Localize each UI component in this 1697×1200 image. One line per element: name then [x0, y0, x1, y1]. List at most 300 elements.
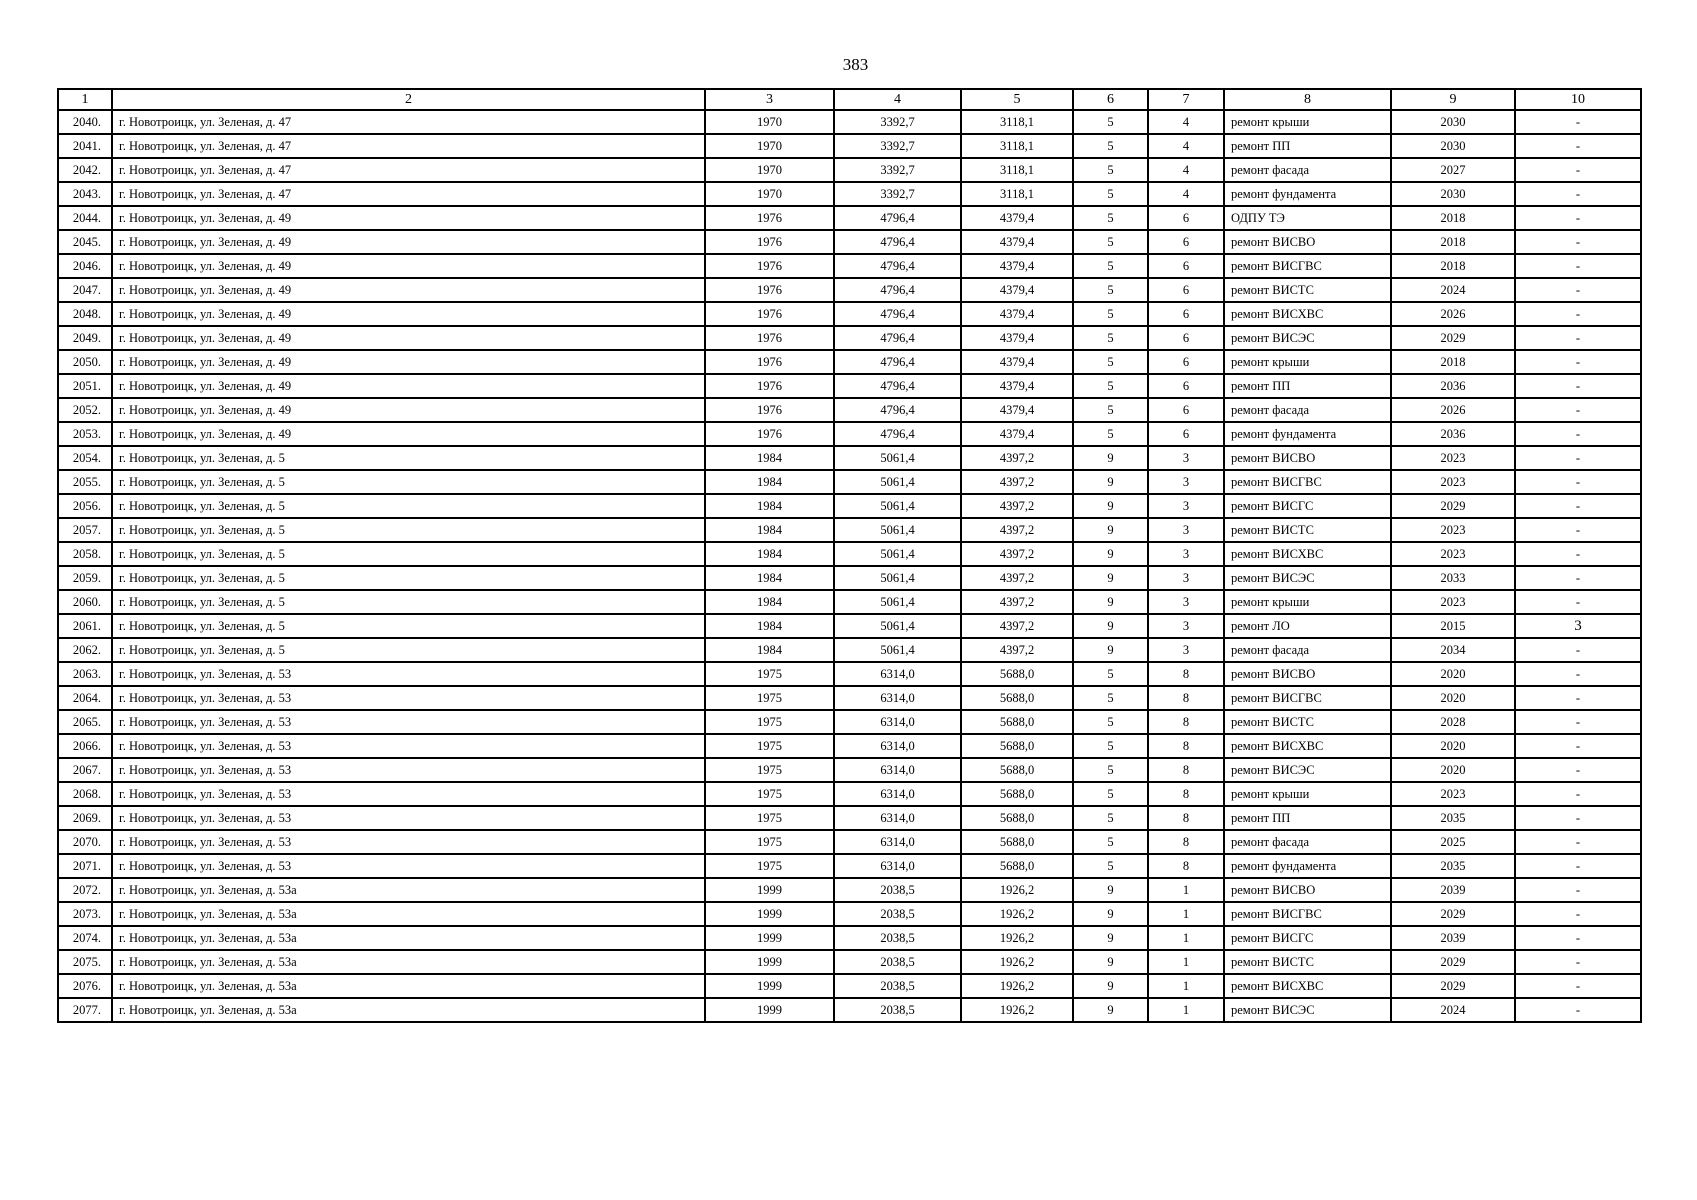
build-year-cell: 1984 [705, 494, 834, 518]
work-type-cell: ремонт ВИСХВС [1224, 302, 1391, 326]
row-number-cell: 2063. [58, 662, 112, 686]
entrances-cell: 6 [1148, 230, 1224, 254]
entrances-cell: 6 [1148, 206, 1224, 230]
living-area-cell: 5688,0 [961, 782, 1073, 806]
living-area-cell: 1926,2 [961, 950, 1073, 974]
row-number-cell: 2059. [58, 566, 112, 590]
planned-year-cell: 2020 [1391, 662, 1515, 686]
living-area-cell: 4397,2 [961, 518, 1073, 542]
column-header: 7 [1148, 89, 1224, 110]
entrances-cell: 8 [1148, 806, 1224, 830]
row-number-cell: 2074. [58, 926, 112, 950]
living-area-cell: 4379,4 [961, 254, 1073, 278]
table-row [58, 374, 1641, 398]
note-cell: - [1515, 686, 1641, 710]
living-area-cell: 1926,2 [961, 974, 1073, 998]
living-area-cell: 4397,2 [961, 494, 1073, 518]
table-row [58, 518, 1641, 542]
total-area-cell: 5061,4 [834, 614, 961, 638]
planned-year-cell: 2023 [1391, 590, 1515, 614]
living-area-cell: 5688,0 [961, 662, 1073, 686]
floors-cell: 5 [1073, 254, 1148, 278]
build-year-cell: 1970 [705, 182, 834, 206]
build-year-cell: 1984 [705, 446, 834, 470]
build-year-cell: 1984 [705, 518, 834, 542]
work-type-cell: ремонт ВИСВО [1224, 446, 1391, 470]
build-year-cell: 1976 [705, 206, 834, 230]
row-number-cell: 2061. [58, 614, 112, 638]
floors-cell: 5 [1073, 350, 1148, 374]
table-row [58, 542, 1641, 566]
build-year-cell: 1976 [705, 398, 834, 422]
entrances-cell: 1 [1148, 950, 1224, 974]
row-number-cell: 2068. [58, 782, 112, 806]
living-area-cell: 1926,2 [961, 878, 1073, 902]
work-type-cell: ремонт ВИСВО [1224, 878, 1391, 902]
row-number-cell: 2066. [58, 734, 112, 758]
floors-cell: 9 [1073, 902, 1148, 926]
living-area-cell: 1926,2 [961, 998, 1073, 1022]
table-row [58, 950, 1641, 974]
living-area-cell: 4379,4 [961, 230, 1073, 254]
planned-year-cell: 2034 [1391, 638, 1515, 662]
note-cell: - [1515, 662, 1641, 686]
table-row [58, 854, 1641, 878]
total-area-cell: 3392,7 [834, 134, 961, 158]
planned-year-cell: 2036 [1391, 422, 1515, 446]
work-type-cell: ремонт ВИСВО [1224, 230, 1391, 254]
table-row [58, 446, 1641, 470]
work-type-cell: ремонт фундамента [1224, 422, 1391, 446]
row-number-cell: 2073. [58, 902, 112, 926]
planned-year-cell: 2028 [1391, 710, 1515, 734]
row-number-cell: 2043. [58, 182, 112, 206]
floors-cell: 5 [1073, 398, 1148, 422]
total-area-cell: 6314,0 [834, 710, 961, 734]
address-cell: г. Новотроицк, ул. Зеленая, д. 53а [112, 902, 705, 926]
row-number-cell: 2067. [58, 758, 112, 782]
living-area-cell: 5688,0 [961, 710, 1073, 734]
address-cell: г. Новотроицк, ул. Зеленая, д. 5 [112, 446, 705, 470]
entrances-cell: 1 [1148, 878, 1224, 902]
floors-cell: 5 [1073, 206, 1148, 230]
table-row [58, 182, 1641, 206]
table-row [58, 902, 1641, 926]
planned-year-cell: 2035 [1391, 854, 1515, 878]
table-row [58, 254, 1641, 278]
address-cell: г. Новотроицк, ул. Зеленая, д. 53 [112, 782, 705, 806]
floors-cell: 5 [1073, 830, 1148, 854]
floors-cell: 9 [1073, 614, 1148, 638]
address-cell: г. Новотроицк, ул. Зеленая, д. 5 [112, 566, 705, 590]
living-area-cell: 4379,4 [961, 422, 1073, 446]
row-number-cell: 2053. [58, 422, 112, 446]
entrances-cell: 8 [1148, 830, 1224, 854]
entrances-cell: 8 [1148, 710, 1224, 734]
row-number-cell: 2055. [58, 470, 112, 494]
build-year-cell: 1976 [705, 422, 834, 446]
total-area-cell: 5061,4 [834, 590, 961, 614]
work-type-cell: ремонт ВИСЭС [1224, 758, 1391, 782]
floors-cell: 5 [1073, 686, 1148, 710]
row-number-cell: 2044. [58, 206, 112, 230]
planned-year-cell: 2023 [1391, 518, 1515, 542]
table-row [58, 830, 1641, 854]
address-cell: г. Новотроицк, ул. Зеленая, д. 5 [112, 542, 705, 566]
build-year-cell: 1975 [705, 854, 834, 878]
table-row [58, 134, 1641, 158]
address-cell: г. Новотроицк, ул. Зеленая, д. 49 [112, 230, 705, 254]
table-row [58, 758, 1641, 782]
work-type-cell: ремонт ВИСХВС [1224, 974, 1391, 998]
build-year-cell: 1976 [705, 278, 834, 302]
note-cell: - [1515, 710, 1641, 734]
table-body [58, 110, 1641, 1022]
note-cell: - [1515, 902, 1641, 926]
entrances-cell: 8 [1148, 662, 1224, 686]
total-area-cell: 6314,0 [834, 734, 961, 758]
total-area-cell: 6314,0 [834, 854, 961, 878]
address-cell: г. Новотроицк, ул. Зеленая, д. 5 [112, 518, 705, 542]
total-area-cell: 3392,7 [834, 158, 961, 182]
build-year-cell: 1970 [705, 158, 834, 182]
living-area-cell: 4397,2 [961, 470, 1073, 494]
address-cell: г. Новотроицк, ул. Зеленая, д. 47 [112, 110, 705, 134]
floors-cell: 9 [1073, 590, 1148, 614]
total-area-cell: 5061,4 [834, 566, 961, 590]
build-year-cell: 1976 [705, 326, 834, 350]
note-cell: - [1515, 302, 1641, 326]
row-number-cell: 2065. [58, 710, 112, 734]
build-year-cell: 1975 [705, 830, 834, 854]
work-type-cell: ремонт фундамента [1224, 182, 1391, 206]
note-cell: - [1515, 110, 1641, 134]
entrances-cell: 1 [1148, 902, 1224, 926]
table-row [58, 614, 1641, 638]
row-number-cell: 2049. [58, 326, 112, 350]
note-cell: - [1515, 542, 1641, 566]
row-number-cell: 2054. [58, 446, 112, 470]
build-year-cell: 1999 [705, 902, 834, 926]
work-type-cell: ремонт ВИСТС [1224, 518, 1391, 542]
note-cell: - [1515, 134, 1641, 158]
entrances-cell: 6 [1148, 374, 1224, 398]
note-cell: - [1515, 254, 1641, 278]
total-area-cell: 6314,0 [834, 686, 961, 710]
address-cell: г. Новотроицк, ул. Зеленая, д. 5 [112, 638, 705, 662]
planned-year-cell: 2026 [1391, 302, 1515, 326]
note-cell: - [1515, 590, 1641, 614]
entrances-cell: 6 [1148, 398, 1224, 422]
row-number-cell: 2071. [58, 854, 112, 878]
note-cell: - [1515, 158, 1641, 182]
note-cell: - [1515, 446, 1641, 470]
address-cell: г. Новотроицк, ул. Зеленая, д. 53а [112, 926, 705, 950]
entrances-cell: 4 [1148, 158, 1224, 182]
entrances-cell: 3 [1148, 494, 1224, 518]
column-header: 4 [834, 89, 961, 110]
build-year-cell: 1976 [705, 302, 834, 326]
floors-cell: 5 [1073, 230, 1148, 254]
row-number-cell: 2060. [58, 590, 112, 614]
row-number-cell: 2052. [58, 398, 112, 422]
planned-year-cell: 2023 [1391, 542, 1515, 566]
work-type-cell: ремонт крыши [1224, 782, 1391, 806]
planned-year-cell: 2025 [1391, 830, 1515, 854]
note-cell: - [1515, 398, 1641, 422]
floors-cell: 9 [1073, 878, 1148, 902]
table-row [58, 710, 1641, 734]
entrances-cell: 4 [1148, 182, 1224, 206]
work-type-cell: ремонт ВИСТС [1224, 950, 1391, 974]
planned-year-cell: 2023 [1391, 782, 1515, 806]
floors-cell: 9 [1073, 974, 1148, 998]
total-area-cell: 5061,4 [834, 638, 961, 662]
build-year-cell: 1975 [705, 758, 834, 782]
work-type-cell: ремонт ВИСГС [1224, 926, 1391, 950]
row-number-cell: 2057. [58, 518, 112, 542]
build-year-cell: 1999 [705, 974, 834, 998]
floors-cell: 5 [1073, 326, 1148, 350]
build-year-cell: 1984 [705, 614, 834, 638]
address-cell: г. Новотроицк, ул. Зеленая, д. 53а [112, 974, 705, 998]
address-cell: г. Новотроицк, ул. Зеленая, д. 53 [112, 710, 705, 734]
note-cell: - [1515, 638, 1641, 662]
total-area-cell: 4796,4 [834, 374, 961, 398]
address-cell: г. Новотроицк, ул. Зеленая, д. 5 [112, 494, 705, 518]
row-number-cell: 2041. [58, 134, 112, 158]
address-cell: г. Новотроицк, ул. Зеленая, д. 5 [112, 614, 705, 638]
total-area-cell: 6314,0 [834, 830, 961, 854]
work-type-cell: ремонт фасада [1224, 398, 1391, 422]
planned-year-cell: 2018 [1391, 350, 1515, 374]
address-cell: г. Новотроицк, ул. Зеленая, д. 53 [112, 662, 705, 686]
column-header: 9 [1391, 89, 1515, 110]
work-type-cell: ремонт ВИСГВС [1224, 470, 1391, 494]
total-area-cell: 6314,0 [834, 758, 961, 782]
row-number-cell: 2046. [58, 254, 112, 278]
table-row [58, 734, 1641, 758]
work-type-cell: ремонт крыши [1224, 350, 1391, 374]
build-year-cell: 1975 [705, 806, 834, 830]
entrances-cell: 3 [1148, 542, 1224, 566]
table-row [58, 878, 1641, 902]
entrances-cell: 1 [1148, 974, 1224, 998]
note-cell: - [1515, 758, 1641, 782]
address-cell: г. Новотроицк, ул. Зеленая, д. 53 [112, 734, 705, 758]
living-area-cell: 4379,4 [961, 302, 1073, 326]
table-row [58, 206, 1641, 230]
planned-year-cell: 2029 [1391, 494, 1515, 518]
total-area-cell: 5061,4 [834, 494, 961, 518]
build-year-cell: 1976 [705, 254, 834, 278]
planned-year-cell: 2020 [1391, 734, 1515, 758]
address-cell: г. Новотроицк, ул. Зеленая, д. 53 [112, 806, 705, 830]
total-area-cell: 4796,4 [834, 206, 961, 230]
row-number-cell: 2070. [58, 830, 112, 854]
row-number-cell: 2040. [58, 110, 112, 134]
total-area-cell: 6314,0 [834, 782, 961, 806]
address-cell: г. Новотроицк, ул. Зеленая, д. 49 [112, 350, 705, 374]
work-type-cell: ОДПУ ТЭ [1224, 206, 1391, 230]
address-cell: г. Новотроицк, ул. Зеленая, д. 5 [112, 590, 705, 614]
build-year-cell: 1976 [705, 374, 834, 398]
row-number-cell: 2075. [58, 950, 112, 974]
address-cell: г. Новотроицк, ул. Зеленая, д. 53а [112, 998, 705, 1022]
living-area-cell: 4397,2 [961, 638, 1073, 662]
note-cell: - [1515, 494, 1641, 518]
living-area-cell: 5688,0 [961, 806, 1073, 830]
total-area-cell: 3392,7 [834, 110, 961, 134]
build-year-cell: 1970 [705, 110, 834, 134]
total-area-cell: 2038,5 [834, 902, 961, 926]
floors-cell: 5 [1073, 710, 1148, 734]
entrances-cell: 6 [1148, 278, 1224, 302]
living-area-cell: 4379,4 [961, 350, 1073, 374]
living-area-cell: 3118,1 [961, 158, 1073, 182]
planned-year-cell: 2024 [1391, 998, 1515, 1022]
entrances-cell: 1 [1148, 998, 1224, 1022]
floors-cell: 5 [1073, 374, 1148, 398]
table-row [58, 230, 1641, 254]
total-area-cell: 4796,4 [834, 326, 961, 350]
living-area-cell: 4397,2 [961, 542, 1073, 566]
address-cell: г. Новотроицк, ул. Зеленая, д. 53а [112, 878, 705, 902]
floors-cell: 9 [1073, 566, 1148, 590]
work-type-cell: ремонт ПП [1224, 134, 1391, 158]
entrances-cell: 3 [1148, 614, 1224, 638]
work-type-cell: ремонт ВИСТС [1224, 278, 1391, 302]
address-cell: г. Новотроицк, ул. Зеленая, д. 53 [112, 758, 705, 782]
note-cell: - [1515, 230, 1641, 254]
note-cell: - [1515, 326, 1641, 350]
floors-cell: 5 [1073, 182, 1148, 206]
planned-year-cell: 2030 [1391, 182, 1515, 206]
total-area-cell: 4796,4 [834, 350, 961, 374]
address-cell: г. Новотроицк, ул. Зеленая, д. 47 [112, 182, 705, 206]
floors-cell: 9 [1073, 638, 1148, 662]
row-number-cell: 2072. [58, 878, 112, 902]
build-year-cell: 1984 [705, 470, 834, 494]
table-row [58, 158, 1641, 182]
build-year-cell: 1984 [705, 566, 834, 590]
planned-year-cell: 2027 [1391, 158, 1515, 182]
planned-year-cell: 2023 [1391, 446, 1515, 470]
floors-cell: 5 [1073, 302, 1148, 326]
table-row [58, 926, 1641, 950]
note-cell: - [1515, 182, 1641, 206]
floors-cell: 5 [1073, 854, 1148, 878]
floors-cell: 9 [1073, 542, 1148, 566]
address-cell: г. Новотроицк, ул. Зеленая, д. 53 [112, 830, 705, 854]
entrances-cell: 4 [1148, 110, 1224, 134]
floors-cell: 5 [1073, 278, 1148, 302]
entrances-cell: 6 [1148, 326, 1224, 350]
work-type-cell: ремонт ЛО [1224, 614, 1391, 638]
entrances-cell: 6 [1148, 302, 1224, 326]
entrances-cell: 8 [1148, 734, 1224, 758]
build-year-cell: 1975 [705, 710, 834, 734]
living-area-cell: 5688,0 [961, 686, 1073, 710]
row-number-cell: 2069. [58, 806, 112, 830]
entrances-cell: 3 [1148, 446, 1224, 470]
table-row [58, 686, 1641, 710]
note-cell: - [1515, 806, 1641, 830]
entrances-cell: 3 [1148, 566, 1224, 590]
work-type-cell: ремонт ВИСТС [1224, 710, 1391, 734]
build-year-cell: 1999 [705, 950, 834, 974]
total-area-cell: 4796,4 [834, 302, 961, 326]
note-cell: - [1515, 830, 1641, 854]
column-header: 1 [58, 89, 112, 110]
address-cell: г. Новотроицк, ул. Зеленая, д. 49 [112, 206, 705, 230]
column-header: 3 [705, 89, 834, 110]
planned-year-cell: 2024 [1391, 278, 1515, 302]
build-year-cell: 1999 [705, 998, 834, 1022]
total-area-cell: 4796,4 [834, 422, 961, 446]
floors-cell: 5 [1073, 734, 1148, 758]
floors-cell: 5 [1073, 422, 1148, 446]
entrances-cell: 8 [1148, 686, 1224, 710]
table-row [58, 326, 1641, 350]
page-number: 383 [842, 55, 869, 74]
living-area-cell: 4379,4 [961, 374, 1073, 398]
floors-cell: 5 [1073, 758, 1148, 782]
total-area-cell: 5061,4 [834, 518, 961, 542]
planned-year-cell: 2036 [1391, 374, 1515, 398]
table-row [58, 302, 1641, 326]
planned-year-cell: 2023 [1391, 470, 1515, 494]
work-type-cell: ремонт ВИСЭС [1224, 998, 1391, 1022]
work-type-cell: ремонт фасада [1224, 158, 1391, 182]
living-area-cell: 4397,2 [961, 590, 1073, 614]
address-cell: г. Новотроицк, ул. Зеленая, д. 53а [112, 950, 705, 974]
table-row [58, 350, 1641, 374]
address-cell: г. Новотроицк, ул. Зеленая, д. 49 [112, 374, 705, 398]
build-year-cell: 1970 [705, 134, 834, 158]
column-header: 8 [1224, 89, 1391, 110]
build-year-cell: 1975 [705, 782, 834, 806]
note-cell: - [1515, 998, 1641, 1022]
entrances-cell: 8 [1148, 782, 1224, 806]
work-type-cell: ремонт ВИСГВС [1224, 902, 1391, 926]
address-cell: г. Новотроицк, ул. Зеленая, д. 49 [112, 326, 705, 350]
row-number-cell: 2045. [58, 230, 112, 254]
note-cell: - [1515, 878, 1641, 902]
total-area-cell: 5061,4 [834, 542, 961, 566]
living-area-cell: 4379,4 [961, 206, 1073, 230]
table-row [58, 638, 1641, 662]
living-area-cell: 3118,1 [961, 134, 1073, 158]
work-type-cell: ремонт ПП [1224, 374, 1391, 398]
planned-year-cell: 2030 [1391, 134, 1515, 158]
address-cell: г. Новотроицк, ул. Зеленая, д. 49 [112, 302, 705, 326]
total-area-cell: 4796,4 [834, 230, 961, 254]
planned-year-cell: 2018 [1391, 254, 1515, 278]
column-header: 5 [961, 89, 1073, 110]
work-type-cell: ремонт крыши [1224, 110, 1391, 134]
build-year-cell: 1984 [705, 590, 834, 614]
total-area-cell: 2038,5 [834, 974, 961, 998]
table-row [58, 110, 1641, 134]
work-type-cell: ремонт ВИСГС [1224, 494, 1391, 518]
note-cell: - [1515, 974, 1641, 998]
living-area-cell: 4397,2 [961, 446, 1073, 470]
total-area-cell: 4796,4 [834, 254, 961, 278]
table-row [58, 662, 1641, 686]
work-type-cell: ремонт ВИСХВС [1224, 542, 1391, 566]
row-number-cell: 2047. [58, 278, 112, 302]
